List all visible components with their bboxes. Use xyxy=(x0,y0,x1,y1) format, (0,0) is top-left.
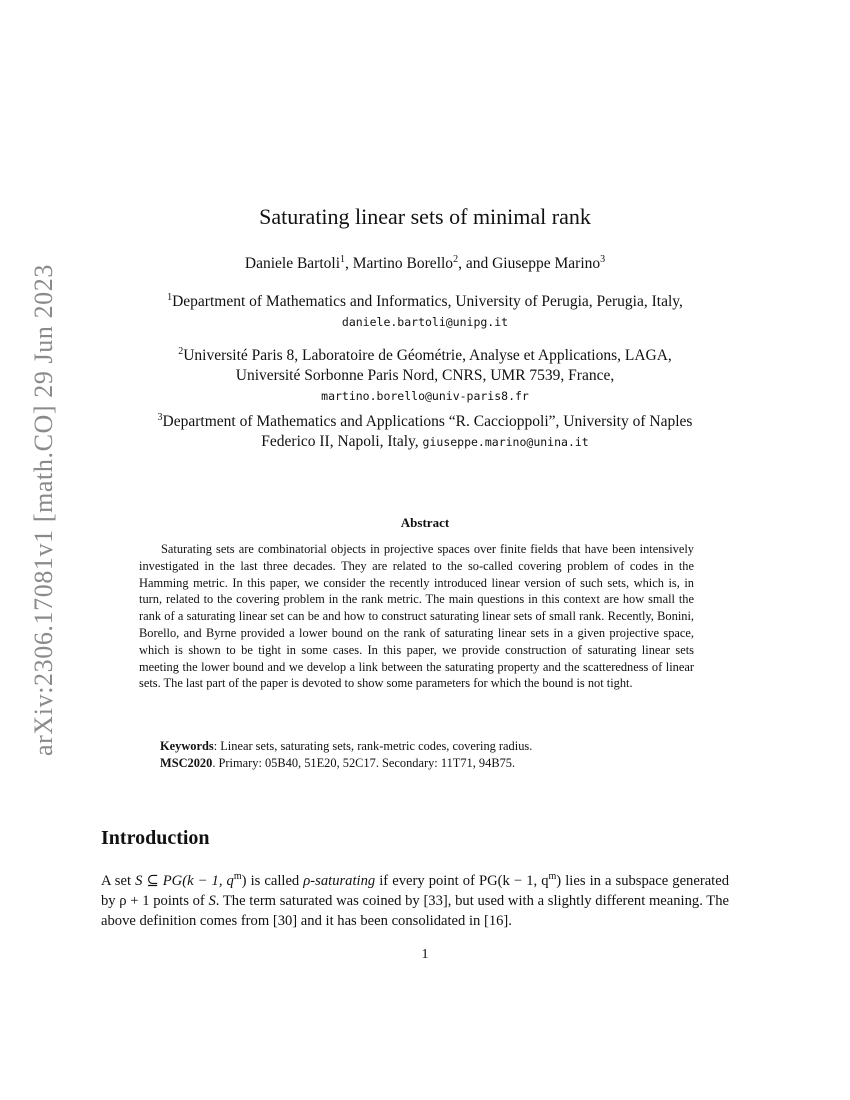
affiliation-sup: 3 xyxy=(157,412,163,423)
affiliation-text: Federico II, Napoli, Italy, xyxy=(261,433,423,451)
affiliation-text: Université Sorbonne Paris Nord, CNRS, UMR 7539, France, xyxy=(235,367,615,385)
author-sup: 2 xyxy=(453,254,459,265)
intro-text: . The term saturated was coined by [33], but used with a slightly different meaning. The above definition comes from [30] and it has been consolidated in [16]. xyxy=(101,892,729,929)
introduction-paragraph xyxy=(101,867,729,931)
section-heading-introduction: Introduction xyxy=(101,827,210,849)
email-link[interactable]: giuseppe.marino@unina.it xyxy=(422,435,589,450)
keywords-label: Keywords xyxy=(160,739,214,753)
author-name: Giuseppe Marino xyxy=(492,255,601,273)
intro-text: ) lies in a subspace generated by ρ + 1 points of xyxy=(101,872,730,909)
affiliation-sup: 1 xyxy=(167,292,173,303)
keywords-block xyxy=(160,738,720,772)
math-exponent: m xyxy=(548,871,557,882)
msc-label: MSC2020 xyxy=(160,756,213,770)
keywords-line xyxy=(160,738,720,755)
math-exponent: m xyxy=(233,871,242,882)
author-name: Martino Borello xyxy=(352,255,454,273)
msc-text: . Primary: 05B40, 51E20, 52C17. Secondary: 11T71, 94B75. xyxy=(212,756,516,770)
author-sup: 1 xyxy=(340,254,345,265)
author-separator: , and xyxy=(458,255,493,273)
affiliation-sup: 2 xyxy=(178,346,184,357)
math-expression: S ⊆ PG(k − 1, q xyxy=(135,872,234,889)
affiliation-text: Department of Mathematics and Informatics, University of Perugia, Perugia, Italy, xyxy=(172,293,683,311)
author-list xyxy=(100,254,750,273)
email-link[interactable]: martino.borello@univ-paris8.fr xyxy=(321,389,529,404)
math-variable: S xyxy=(208,892,216,909)
abstract-heading: Abstract xyxy=(400,515,450,530)
author-name: Daniele Bartoli xyxy=(244,255,340,273)
affiliation-3 xyxy=(100,408,750,452)
paper-title: Saturating linear sets of minimal rank xyxy=(259,204,591,229)
affiliation-text: Department of Mathematics and Applications “R. Caccioppoli”, University of Naples xyxy=(162,413,693,431)
abstract-text: Saturating sets are combinatorial objects in projective spaces over finite fields that have been intensively investigated in the last three decades. They are related to the so-called covering problem of codes in the Hamming metric. In this paper, we consider the recently introduced linear version of such sets, which is, in turn, related to the covering problem in the rank metric. The main questions in this context are how small the rank of a saturating linear set can be and how to construct saturating linear sets of small rank. Recently, Bonini, Borello, and Byrne provided a lower bound on the rank of saturating linear sets in a given projective space, which is shown to be tight in some cases. In this paper, we provide construction of saturating linear sets meeting the lower bound and we develop a link between the saturating property and the scatteredness of linear sets. The last part of the paper is devoted to show some parameters for which the bound is not tight. xyxy=(139,542,694,691)
keywords-text: : Linear sets, saturating sets, rank-metric codes, covering radius. xyxy=(213,739,533,753)
msc-line xyxy=(160,755,720,772)
author-sup: 3 xyxy=(600,254,606,265)
intro-text: A set xyxy=(101,872,136,889)
affiliation-text: Université Paris 8, Laboratoire de Géométrie, Analyse et Applications, LAGA, xyxy=(183,347,672,365)
affiliation-2 xyxy=(100,342,750,406)
intro-text: if every point of PG(k − 1, q xyxy=(375,872,549,889)
defined-term: ρ-saturating xyxy=(303,872,376,889)
arxiv-identifier: arXiv:2306.17081v1 [math.CO] 29 Jun 2023 xyxy=(29,264,58,756)
page-number: 1 xyxy=(421,947,429,962)
email-link[interactable]: daniele.bartoli@unipg.it xyxy=(341,315,509,330)
intro-text: ) is called xyxy=(241,872,304,889)
affiliation-1 xyxy=(100,288,750,332)
author-separator: , xyxy=(345,255,353,273)
